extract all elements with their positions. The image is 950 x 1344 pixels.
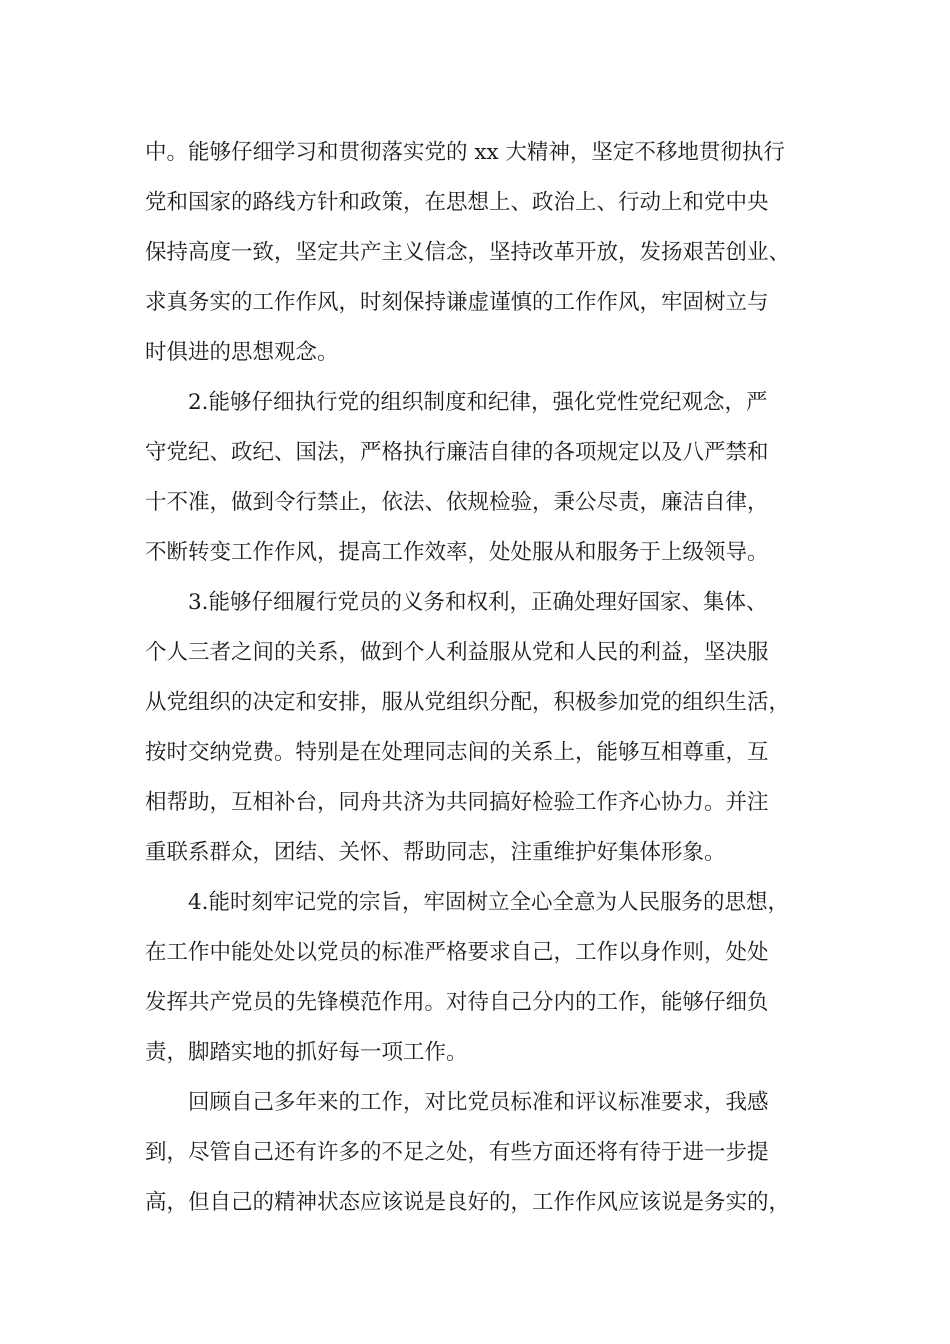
item-4-line-3: 发挥共产党员的先锋模范作用。对待自己分内的工作，能够仔细负 (145, 990, 769, 1015)
item-2-line-2: 守党纪、政纪、国法，严格执行廉洁自律的各项规定以及八严禁和 (145, 440, 769, 465)
body-line-1: 中。能够仔细学习和贯彻落实党的 xx 大精神，坚定不移地贯彻执行 (145, 140, 785, 165)
item-4-line-4: 责，脚踏实地的抓好每一项工作。 (145, 1040, 468, 1065)
body-line-3: 保持高度一致，坚定共产主义信念，坚持改革开放，发扬艰苦创业、 (145, 240, 791, 265)
item-3-line-6: 重联系群众，团结、关怀、帮助同志，注重维护好集体形象。 (145, 840, 726, 865)
item-3-line-3: 从党组织的决定和安排，服从党组织分配，积极参加党的组织生活， (145, 690, 791, 715)
review-line-1: 回顾自己多年来的工作，对比党员标准和评议标准要求，我感 (188, 1090, 769, 1115)
body-line-2: 党和国家的路线方针和政策，在思想上、政治上、行动上和党中央 (145, 190, 769, 215)
review-line-3: 高，但自己的精神状态应该说是良好的，工作作风应该说是务实的， (145, 1190, 791, 1215)
item-3-line-4: 按时交纳党费。特别是在处理同志间的关系上，能够互相尊重，互 (145, 740, 769, 765)
item-3-line-2: 个人三者之间的关系，做到个人利益服从党和人民的利益，坚决服 (145, 640, 769, 665)
item-4-line-2: 在工作中能处处以党员的标准严格要求自己，工作以身作则，处处 (145, 940, 769, 965)
item-3-line-1: 3.能够仔细履行党员的义务和权利，正确处理好国家、集体、 (188, 590, 768, 615)
body-line-4: 求真务实的工作作风，时刻保持谦虚谨慎的工作作风，牢固树立与 (145, 290, 769, 315)
body-line-5: 时俱进的思想观念。 (145, 340, 339, 365)
item-3-line-5: 相帮助，互相补台，同舟共济为共同搞好检验工作齐心协力。并注 (145, 790, 769, 815)
document-body (145, 128, 825, 1228)
item-2-line-4: 不断转变工作作风，提高工作效率，处处服从和服务于上级领导。 (145, 540, 769, 565)
item-4-line-1: 4.能时刻牢记党的宗旨，牢固树立全心全意为人民服务的思想， (188, 890, 790, 915)
item-2-line-1: 2.能够仔细执行党的组织制度和纪律，强化党性党纪观念，严 (188, 390, 768, 415)
item-2-line-3: 十不准，做到令行禁止，依法、依规检验，秉公尽责，廉洁自律， (145, 490, 769, 515)
review-line-2: 到，尽管自己还有许多的不足之处，有些方面还将有待于进一步提 (145, 1140, 769, 1165)
